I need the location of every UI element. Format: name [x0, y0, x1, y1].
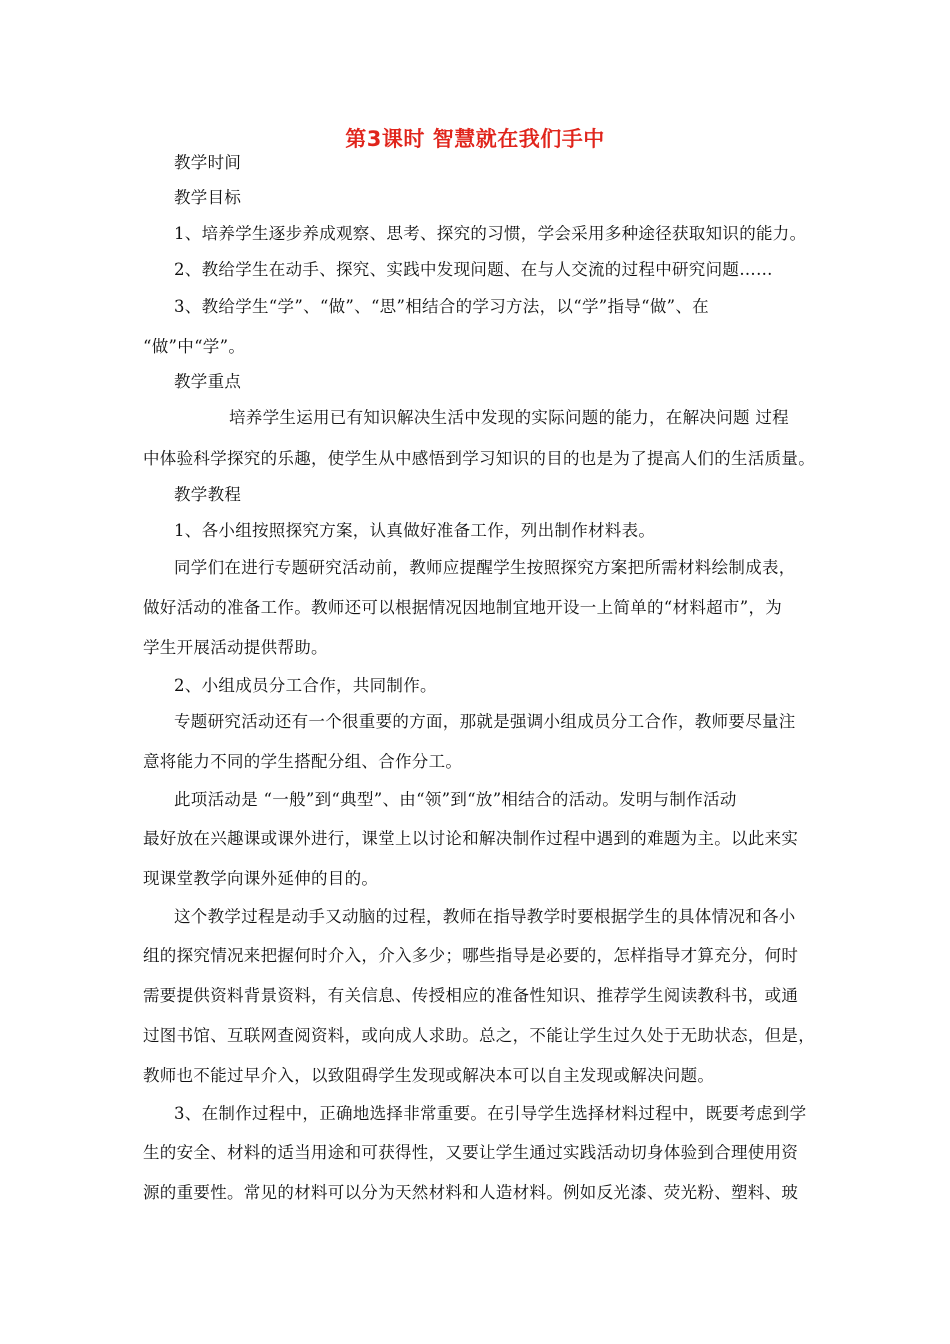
paragraph-line: 源的重要性。常见的材料可以分为天然材料和人造材料。例如反光漆、荧光粉、塑料、玻	[143, 1183, 799, 1202]
paragraph-line: 生的安全、材料的适当用途和可获得性，又要让学生通过实践活动切身体验到合理使用资	[143, 1143, 799, 1162]
heading-key-points: 教学重点	[174, 372, 242, 391]
process-step-1: 1、各小组按照探究方案，认真做好准备工作，列出制作材料表。	[174, 521, 656, 540]
paragraph-line: 需要提供资料背景资料，有关信息、传授相应的准备性知识、推荐学生阅读教科书，或通	[143, 986, 799, 1005]
paragraph-line: 现课堂教学向课外延伸的目的。	[143, 869, 379, 888]
paragraph-line: 意将能力不同的学生搭配分组、合作分工。	[143, 752, 463, 771]
paragraph-line: 这个教学过程是动手又动脑的过程，教师在指导教学时要根据学生的具体情况和各小	[174, 907, 796, 926]
goal-item-3-cont: “做”中“学”。	[143, 337, 246, 356]
process-step-2: 2、小组成员分工合作，共同制作。	[174, 676, 437, 695]
process-step-3: 3、在制作过程中，正确地选择非常重要。在引导学生选择材料过程中，既要考虑到学	[174, 1104, 807, 1123]
paragraph-line: 教师也不能过早介入，以致阻碍学生发现或解决本可以自主发现或解决问题。	[143, 1066, 715, 1085]
paragraph-line: 学生开展活动提供帮助。	[143, 638, 328, 657]
paragraph-line: 组的探究情况来把握何时介入，介入多少；哪些指导是必要的，怎样指导才算充分，何时	[143, 946, 799, 965]
paragraph-line: 过图书馆、互联网查阅资料，或向成人求助。总之，不能让学生过久处于无助状态，但是，	[143, 1026, 815, 1045]
goal-item-1: 1、培养学生逐步养成观察、思考、探究的习惯，学会采用多种途径获取知识的能力。	[174, 224, 807, 243]
heading-teaching-time: 教学时间	[174, 153, 242, 172]
paragraph-line: 做好活动的准备工作。教师还可以根据情况因地制宜地开设一上简单的“材料超市”，为	[143, 598, 783, 617]
heading-teaching-process: 教学教程	[174, 485, 242, 504]
paragraph-line: 专题研究活动还有一个很重要的方面，那就是强调小组成员分工合作，教师要尽量注	[174, 712, 796, 731]
paragraph-line: 此项活动是 “一般”到“典型”、由“领”到“放”相结合的活动。发明与制作活动	[174, 790, 737, 809]
goal-item-3: 3、教给学生“学”、“做”、“思”相结合的学习方法，以“学”指导“做”、在	[174, 297, 709, 316]
paragraph-line: 同学们在进行专题研究活动前，教师应提醒学生按照探究方案把所需材料绘制成表，	[174, 558, 796, 577]
paragraph-line: 最好放在兴趣课或课外进行，课堂上以讨论和解决制作过程中遇到的难题为主。以此来实	[143, 829, 799, 848]
heading-teaching-goals: 教学目标	[174, 188, 242, 207]
key-point-paragraph-cont: 中体验科学探究的乐趣，使学生从中感悟到学习知识的目的也是为了提高人们的生活质量。	[143, 449, 815, 468]
key-point-paragraph: 培养学生运用已有知识解决生活中发现的实际问题的能力，在解决问题 过程	[229, 408, 789, 427]
document-title: 第3课时 智慧就在我们手中	[345, 127, 605, 151]
goal-item-2: 2、教给学生在动手、探究、实践中发现问题、在与人交流的过程中研究问题……	[174, 260, 773, 279]
